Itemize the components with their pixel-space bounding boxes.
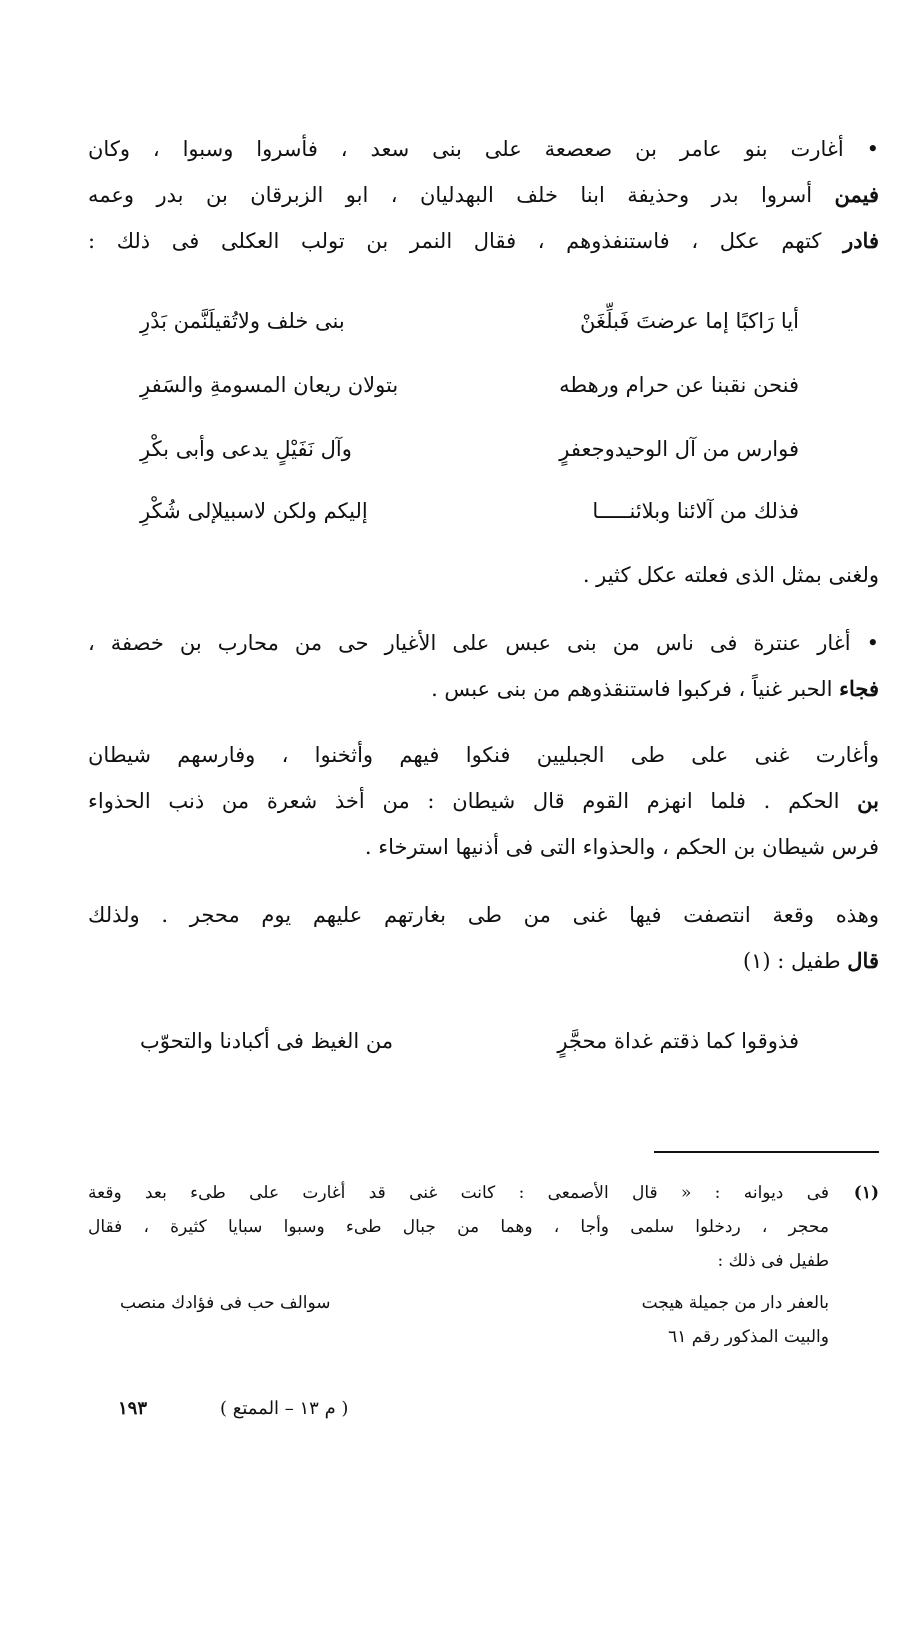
- lead-word: قال: [847, 948, 879, 973]
- lead-word: فادر: [843, 228, 879, 253]
- poem1-verse-1-right: أيا رَاكبًا إما عرضتَ فَبلِّغَنْ: [580, 309, 799, 333]
- poem1-verse-3-left: وآل نَفَيْلٍ يدعى وأبى بكْرِ: [140, 437, 352, 461]
- footnote-verse-left: سوالف حب فى فؤادك منصب: [120, 1293, 331, 1313]
- poem2-left: من الغيظ فى أكبادنا والتحوّب: [140, 1029, 394, 1053]
- lead-word: فجاء: [839, 676, 879, 701]
- poem1-verse-2-right: فنحن نقبنا عن حرام ورهطه: [559, 373, 799, 397]
- text: كتهم عكل ، فاستنفذوهم ، فقال النمر بن تولب العكلى فى ذلك :: [88, 229, 844, 253]
- footnote-line-4: والبيت المذكور رقم ٦١: [668, 1327, 829, 1347]
- poem1-verse-4-right: فذلك من آلائنا وبلائنـــــا: [592, 499, 799, 523]
- footnote-line-3: طفيل فى ذلك :: [717, 1251, 829, 1271]
- text: • أغار عنترة فى ناس من بنى عبس على الأغيار حى من محارب بن خصفة ،: [88, 631, 879, 655]
- p4-line-1: [88, 898, 879, 932]
- text: الحكم . فلما انهزم القوم قال شيطان : من أخذ شعرة من ذنب الحذواء: [88, 789, 858, 813]
- footnote-divider: [654, 1151, 879, 1153]
- p2-line-1: [88, 626, 879, 660]
- p4-line-2: [743, 944, 879, 978]
- footnote-line-2: محجر ، ردخلوا سلمى وأجا ، وهما من جبال طىء وسبوا سبايا كثيرة ، فقال: [88, 1217, 829, 1237]
- poem1-verse-1-left: بنى خلف ولاتُقيلَنَّمن بَدْرِ: [140, 309, 345, 333]
- poem2-right: فذوقوا كما ذقتم غداة محجَّرٍ: [557, 1029, 799, 1053]
- text: وهذه وقعة انتصفت فيها غنى من طى بغارتهم عليهم يوم محجر . ولذلك: [88, 903, 879, 927]
- text: الحبر غنياً ، فركبوا فاستنقذوهم من بنى عبس .: [431, 677, 840, 701]
- p1-line-2: [88, 178, 879, 212]
- p3-line-2: [88, 784, 879, 818]
- p1-line-1: [88, 132, 879, 166]
- footnote-verse-right: بالعفر دار من جميلة هيجت: [641, 1293, 829, 1313]
- text: • أغارت بنو عامر بن صعصعة على بنى سعد ، فأسروا وسبوا ، وكان: [88, 137, 879, 161]
- p3-line-1: [88, 738, 879, 772]
- footnote-line-1: فى ديوانه : « قال الأصمعى : كانت غنى قد أغارت على طىء بعد وقعة: [88, 1183, 829, 1203]
- text: أسروا بدر وحذيفة ابنا خلف البهدليان ، ابو الزبرقان بن بدر وعمه: [88, 183, 835, 207]
- book-signature: ( م ١٣ – الممتع ): [220, 1398, 349, 1419]
- footnote-marker: (١): [853, 1183, 879, 1203]
- poem1-verse-4-left: إليكم ولكن لاسبيلإلى شُكْرِ: [140, 499, 368, 523]
- poem1-verse-2-left: بتولان ريعان المسومةِ والسَفرِ: [140, 373, 399, 397]
- text: طفيل : (١): [742, 949, 848, 973]
- p1-line-3: [88, 224, 879, 258]
- p1-tail: ولغنى بمثل الذى فعلته عكل كثير .: [582, 563, 879, 587]
- poem1-verse-3-right: فوارس من آل الوحيدوجعفرٍ: [559, 437, 799, 461]
- text: وأغارت غنى على طى الجبليين فنكوا فيهم وأثخنوا ، وفارسهم شيطان: [88, 743, 879, 767]
- lead-word: بن: [857, 788, 879, 813]
- page-number: ١٩٣: [118, 1398, 148, 1419]
- p3-line-3: فرس شيطان بن الحكم ، والحذواء التى فى أذنيها استرخاء .: [364, 835, 879, 859]
- lead-word: فيمن: [834, 182, 879, 207]
- p2-line-2: [431, 672, 879, 706]
